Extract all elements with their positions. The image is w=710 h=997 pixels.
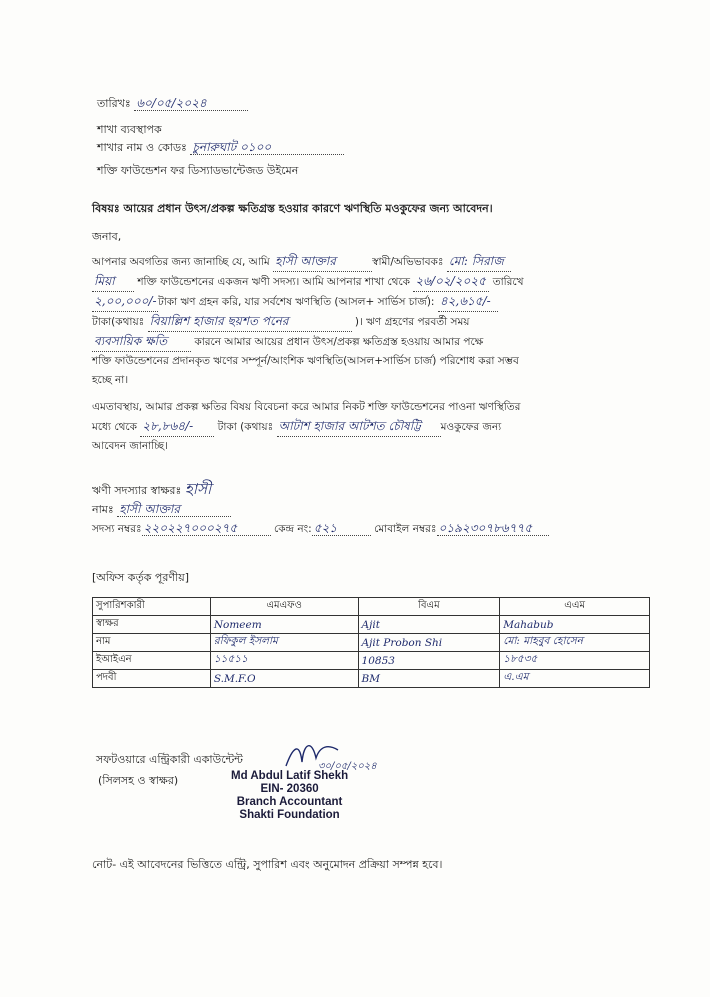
guardian-fill-2: মিয়া (92, 272, 134, 292)
addressee: শাখা ব্যবস্থাপক (97, 123, 162, 136)
mobile-value: ০১৯২৩০৭৮৬৭৭৫ (437, 521, 549, 536)
accountant-seal-instruction: (সিলসহ ও স্বাক্ষর) (98, 774, 179, 787)
office-cell: Ajit Probon Shi (358, 634, 500, 652)
paragraph-2 (92, 398, 652, 456)
seal-title: Branch Accountant (236, 796, 343, 808)
para1-text-10: হচ্ছে না। (92, 374, 129, 386)
office-heading: [অফিস কর্তৃক পূরণীয়] (92, 571, 189, 584)
office-cell: Ajit (358, 616, 500, 634)
seal-org: Shakti Foundation (239, 809, 340, 821)
accountant-label: সফটওয়ারে এন্ট্রিকারী একাউন্টেন্ট (96, 753, 243, 766)
salutation: জনাব, (92, 230, 122, 243)
paragraph-1 (92, 252, 652, 390)
organization-name: শক্তি ফাউন্ডেশন ফর ডিস্যাডভান্টেজড উইমেন (97, 164, 299, 177)
seal-ein: EIN- 20360 (260, 783, 319, 795)
office-table-row (93, 634, 650, 652)
para2-text-1: এমতাবস্থায়, আমার প্রকল্প ক্ষতির বিষয় বিবেচনা করে আমার নিকট শক্তি ফাউন্ডেশনের পাওনা ঋণস্থিতির (92, 401, 521, 413)
para1-text-5: টাকা ঋণ গ্রহন করি, যার সর্বশেষ ঋণস্থিতি (আসল+ সার্ভিস চার্জ): (158, 296, 435, 308)
branch-value: চুনারুঘাট ০১০০ (190, 140, 344, 155)
guardian-fill: মো: সিরাজ (447, 252, 511, 272)
para1-text-9: শক্তি ফাউন্ডেশনের প্রদানকৃত ঋণের সম্পূর্ন/আংশিক ঋণস্থিতি(আসল+সার্ভিস চার্জ) পরিশোধ করা সম্ভব (92, 355, 519, 367)
office-cell: এ.এম (500, 670, 650, 688)
para1-text-3: শক্তি ফাউন্ডেশনের একজন ঋণী সদস্য। আমি আপনার শাখা থেকে (137, 276, 411, 288)
office-table-row (93, 652, 650, 670)
office-cell: রফিকুল ইসলাম (210, 634, 358, 652)
date-label: তারিখঃ (97, 97, 131, 110)
accountant-seal (231, 770, 348, 822)
accountant-sign-date: ৩০/০৫/২০২৪ (318, 761, 377, 772)
center-label: কেন্দ্র নং: (273, 523, 312, 535)
para2-text-5: আবেদন জানাচ্ছি। (92, 440, 168, 452)
member-id-line (92, 521, 549, 536)
office-cell: ১৮৫৩৫ (500, 652, 650, 670)
member-name-line (92, 502, 231, 517)
para1-text-4: তারিখে (492, 276, 524, 288)
date-value: ৬০/০৫/২০২৪ (134, 96, 248, 111)
office-row-label: পদবী (93, 670, 211, 688)
office-table (92, 597, 650, 688)
office-table-row (93, 616, 650, 634)
date-line (97, 96, 248, 111)
para1-text-7: )। ঋণ গ্রহণের পরবর্তী সময় (354, 316, 470, 328)
branch-line (97, 140, 344, 155)
seal-name: Md Abdul Latif Shekh (231, 770, 349, 782)
para1-text-2: স্বামী/অভিভাবকঃ (372, 256, 444, 268)
balance-words-fill: বিয়াল্লিশ হাজার ছয়শত পনের (148, 312, 352, 332)
office-table-row (93, 670, 650, 688)
reason-fill: ব্যবসায়িক ক্ষতি (92, 332, 191, 352)
office-cell: BM (358, 670, 500, 688)
para1-text-8: কারনে আমার আয়ের প্রধান উৎস/প্রকল্প ক্ষতিগ্রস্ত হওয়ায় আমার পক্ষে (194, 336, 484, 348)
member-number-label: সদস্য নম্বরঃ (92, 523, 142, 535)
office-cell: এএম (500, 598, 650, 616)
waiver-words-fill: আটাশ হাজার আটশত চৌষট্টি (277, 417, 441, 437)
member-signature-label: ঋণী সদস্যার স্বাক্ষরঃ (92, 484, 182, 497)
subject: বিষয়ঃ আয়ের প্রধান উৎস/প্রকল্প ক্ষতিগ্রস্ত হওয়ার কারণে ঋণস্থিতি মওকুফের জন্য আবেদন। (92, 202, 493, 215)
office-row-label: নাম (93, 634, 211, 652)
office-cell: মো: মাহবুব হোসেন (500, 634, 650, 652)
balance-fill: ৪২,৬১৫/- (438, 292, 498, 312)
office-row-label: সুপারিশকারী (93, 598, 211, 616)
office-cell: 10853 (358, 652, 500, 670)
member-name-label: নামঃ (92, 503, 114, 516)
member-signature: হাসী (184, 480, 212, 498)
para1-text-6: টাকা(কথায়ঃ (92, 316, 145, 328)
office-cell: বিএম (358, 598, 500, 616)
para2-text-4: মওকুফের জন্য (440, 421, 502, 433)
office-cell: Nomeem (210, 616, 358, 634)
loan-date-fill: ২৬/০২/২০২৫ (413, 272, 489, 292)
office-cell: এমএফও (210, 598, 358, 616)
office-table-row (93, 598, 650, 616)
member-name-value: হাসী আক্তার (117, 502, 231, 517)
member-number-value: ২২০২২৭০০০২৭৫ (142, 521, 271, 536)
para2-text-3: টাকা (কথায়ঃ (217, 421, 274, 433)
mobile-label: মোবাইল নম্বরঃ (374, 523, 437, 535)
waiver-amount-fill: ২৮,৮৬৪/- (140, 417, 214, 437)
para1-text-1: আপনার অবগতির জন্য জানাচ্ছি যে, আমি (92, 256, 270, 268)
office-cell: ১১৫১১ (210, 652, 358, 670)
member-signature-line (92, 482, 211, 498)
para2-text-2: মধ্যে থেকে (92, 421, 137, 433)
office-row-label: ইআইএন (93, 652, 211, 670)
office-cell: Mahabub (500, 616, 650, 634)
center-value: ৫২১ (312, 521, 371, 536)
loan-amount-fill: ২,০০,০০০/- (92, 292, 158, 312)
footer-note: নোট- এই আবেদনের ভিত্তিতে এন্ট্রি, সুপারিশ এবং অনুমোদন প্রক্রিয়া সম্পন্ন হবে। (92, 858, 443, 871)
office-cell: S.M.F.O (210, 670, 358, 688)
office-row-label: স্বাক্ষর (93, 616, 211, 634)
branch-label: শাখার নাম ও কোডঃ (97, 141, 187, 154)
member-name-fill: হাসী আক্তার (273, 252, 372, 272)
